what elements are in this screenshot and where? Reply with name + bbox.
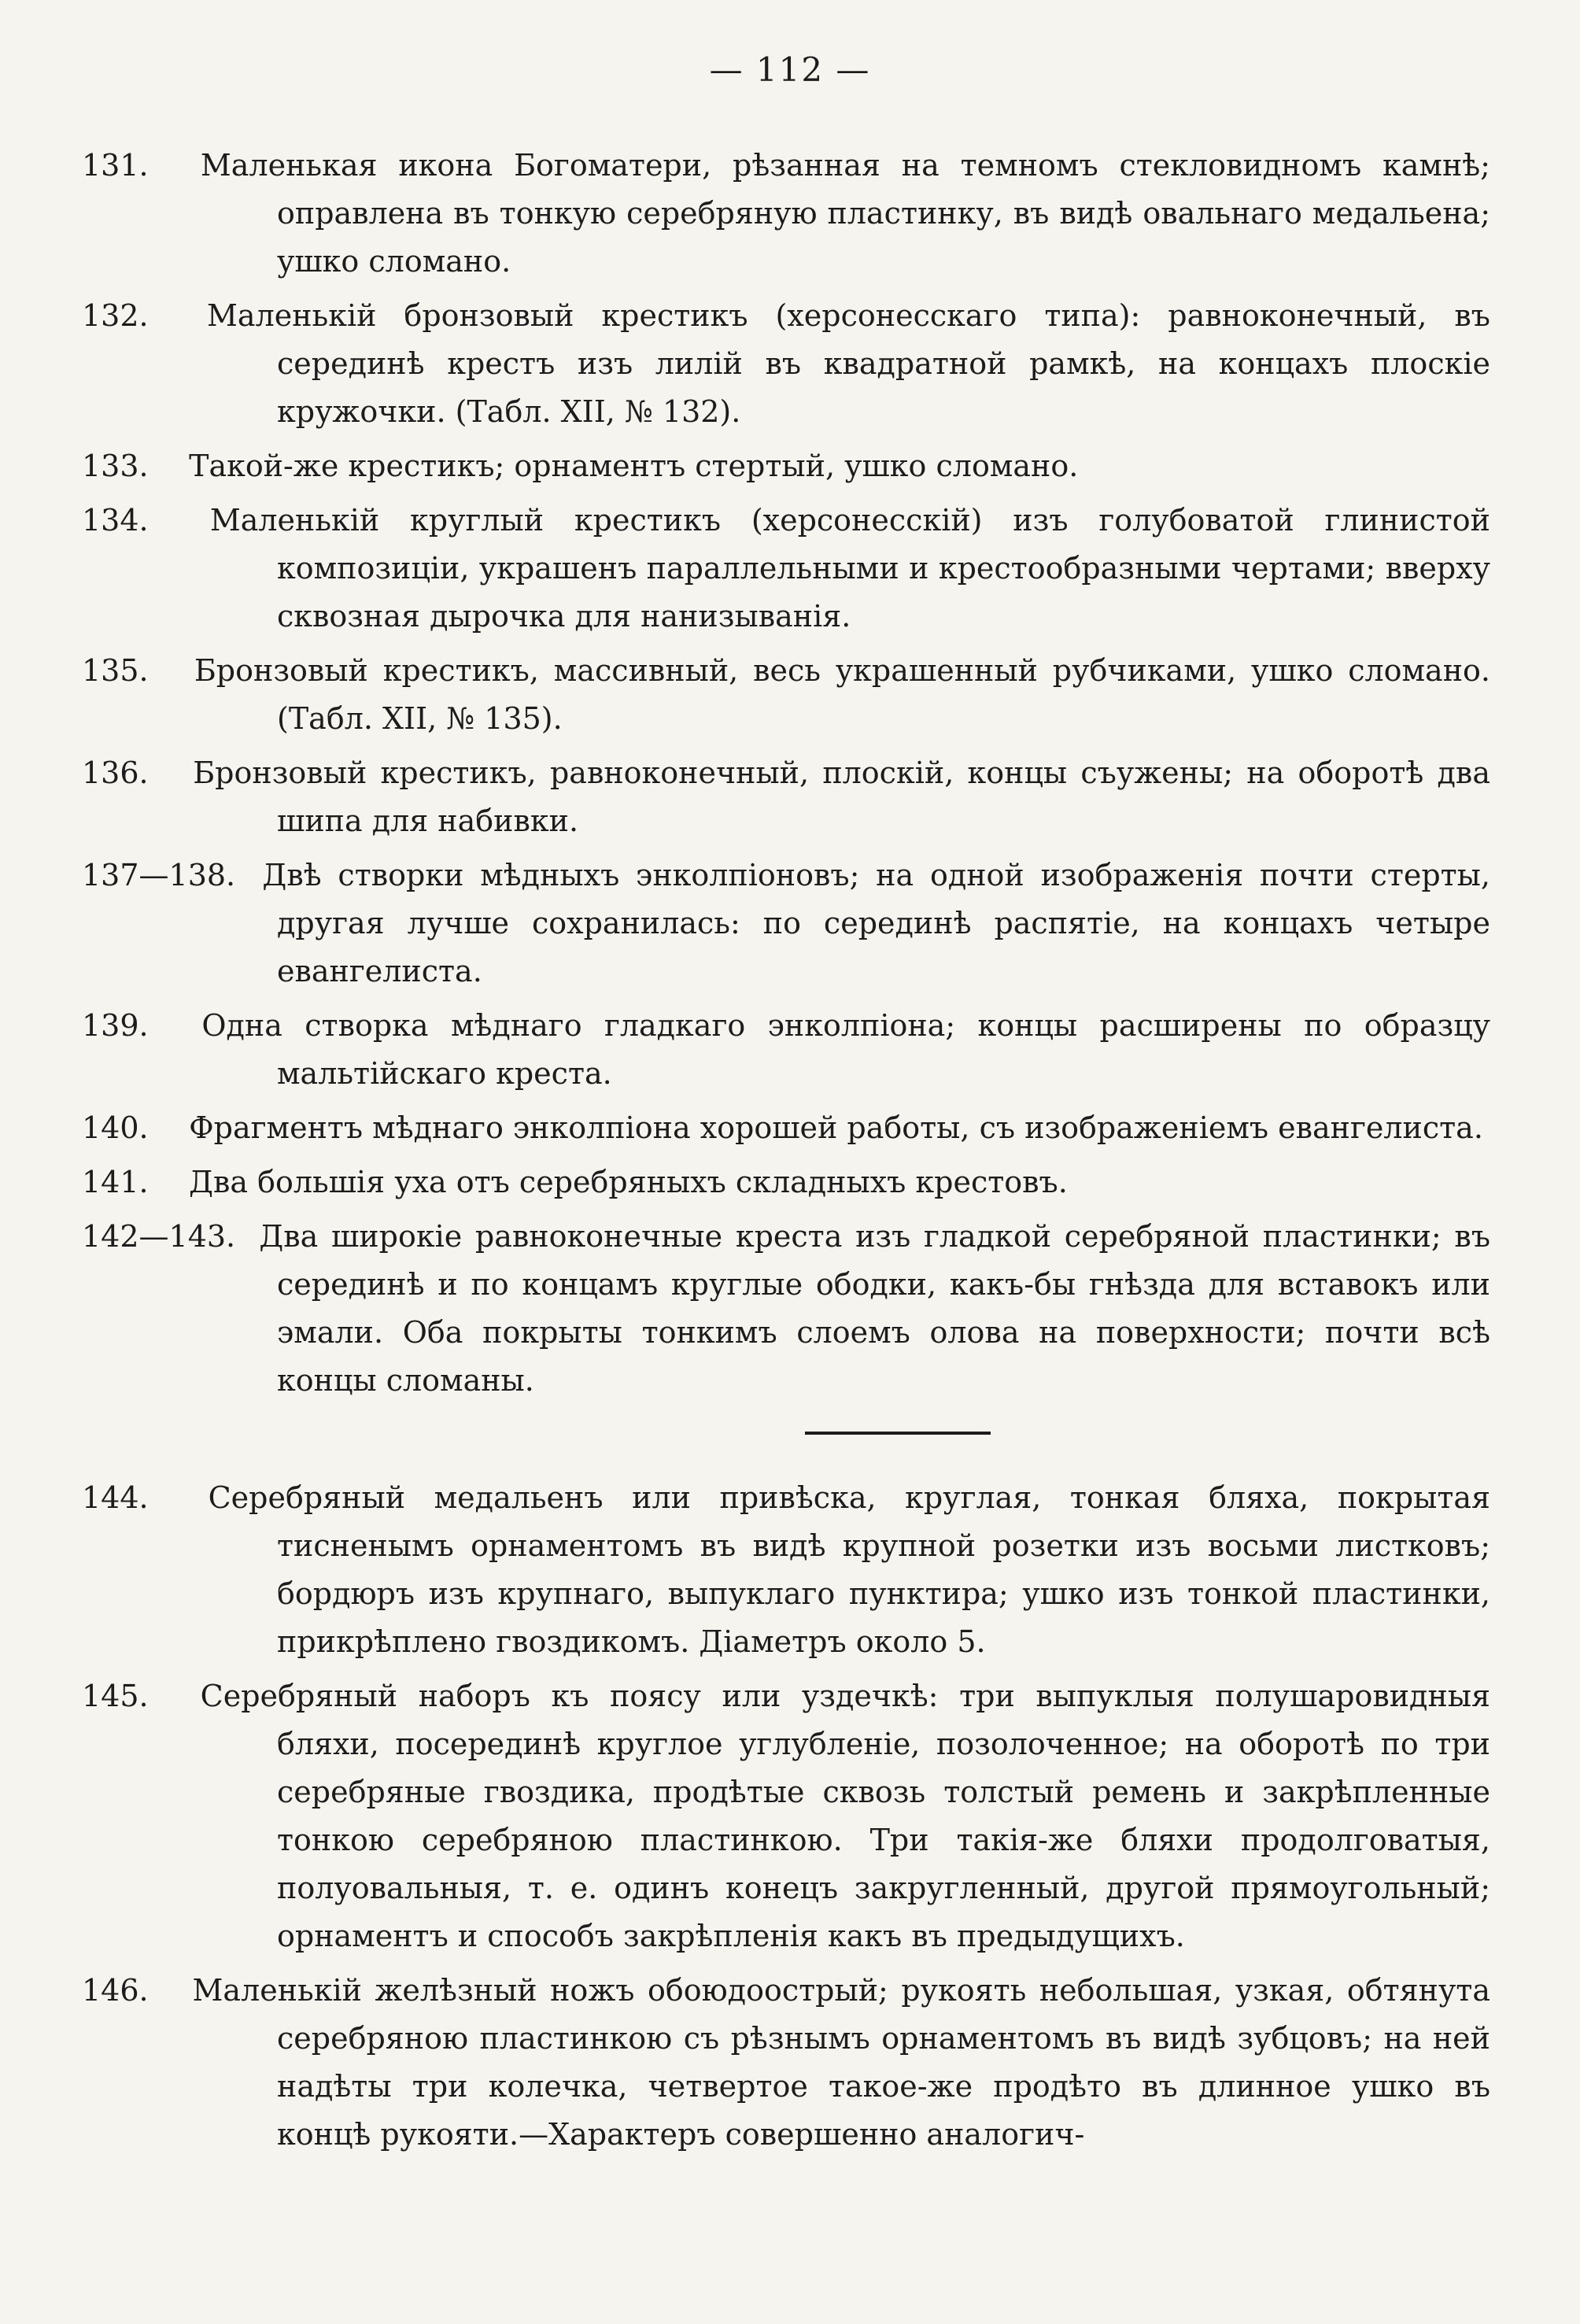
- catalog-entry: [82, 852, 1490, 996]
- catalog-entry: 146. Маленькій желѣзный ножъ обоюдоострый; рукоять небольшая, узкая, обтянута серебряною пластинкою съ рѣзнымъ орнаментомъ въ видѣ зубцовъ; на ней надѣты три колечка, четвертое такое-же продѣто въ длинное ушко въ концѣ рукояти.—Характеръ совершенно аналогич-: [82, 1973, 1490, 2152]
- catalog-entry: 134. Маленькій круглый крестикъ (херсонесскій) изъ голубоватой глинистой композиціи, украшенъ параллельными и крестообразными чертами; вверху сквозная дырочка для нанизыванія.: [82, 503, 1490, 634]
- entry-text: Маленькая икона Богоматери, рѣзанная на темномъ стекловидномъ камнѣ; оправлена въ тонкую серебряную пластинку, въ видѣ овальнаго медальена; ушко сломано.: [200, 148, 1490, 279]
- catalog-entry: 135. Бронзовый крестикъ, массивный, весь украшенный рубчиками, ушко сломано. (Табл. XII, № 135).: [82, 653, 1490, 736]
- page-number: — 112 —: [709, 50, 871, 89]
- entry-number: 142—143.: [82, 1219, 236, 1254]
- catalog-entry: 144. Серебряный медальенъ или привѣска, круглая, тонкая бляха, покрытая тисненымъ орнаментомъ въ видѣ крупной розетки изъ восьми листковъ; бордюръ изъ крупнаго, выпуклаго пунктира; ушко изъ тонкой пластинки, прикрѣплено гвоздикомъ. Діаметръ около 5.: [82, 1480, 1490, 1659]
- entries-group-2: [82, 1474, 1490, 2159]
- entry-text: Двѣ створки мѣдныхъ энколпіоновъ; на одной изображенія почти стерты, другая лучше сохранилась: по серединѣ распятіе, на концахъ четыре евангелиста.: [262, 858, 1490, 988]
- catalog-entries: [82, 142, 1490, 2165]
- catalog-entry: 131. Маленькая икона Богоматери, рѣзанная на темномъ стекловидномъ камнѣ; оправлена въ тонкую серебряную пластинку, въ видѣ овальнаго медальена; ушко сломано.: [82, 148, 1490, 279]
- entry-text: Бронзовый крестикъ, массивный, весь украшенный рубчиками, ушко сломано. (Табл. XII, № 135).: [194, 653, 1490, 736]
- catalog-entry: 132. Маленькій бронзовый крестикъ (херсонесскаго типа): равноконечный, въ серединѣ крестъ изъ лилій въ квадратной рамкѣ, на концахъ плоскіе кружочки. (Табл. XII, № 132).: [82, 298, 1490, 429]
- catalog-entry: 140. Фрагментъ мѣднаго энколпіона хорошей работы, съ изображеніемъ евангелиста.: [82, 1110, 1483, 1145]
- catalog-entry: 145. Серебряный наборъ къ поясу или уздечкѣ: три выпуклыя полушаровидныя бляхи, посерединѣ круглое углубленіе, позолоченное; на оборотѣ по три серебряные гвоздика, продѣтые сквозь толстый ремень и закрѣпленные тонкою серебряною пластинкою. Три такія-же бляхи продолговатыя, полуовальныя, т. е. одинъ конецъ закругленный, другой прямоугольный; орнаментъ и способъ закрѣпленія какъ въ предыдущихъ.: [82, 1679, 1490, 1953]
- entry-text: Маленькій желѣзный ножъ обоюдоострый; рукоять небольшая, узкая, обтянута серебряною пластинкою съ рѣзнымъ орнаментомъ въ видѣ зубцовъ; на ней надѣты три колечка, четвертое такое-же продѣто въ длинное ушко въ концѣ рукояти.—Характеръ совершенно аналогич-: [192, 1973, 1490, 2152]
- entry-text: Серебряный наборъ къ поясу или уздечкѣ: три выпуклыя полушаровидныя бляхи, посерединѣ круглое углубленіе, позолоченное; на оборотѣ по три серебряные гвоздика, продѣтые сквозь толстый ремень и закрѣпленные тонкою серебряною пластинкою. Три такія-же бляхи продолговатыя, полуовальныя, т. е. одинъ конецъ закругленный, другой прямоугольный; орнаментъ и способъ закрѣпленія какъ въ предыдущихъ.: [200, 1679, 1490, 1953]
- catalog-entry: 141. Два большія уха отъ серебряныхъ складныхъ крестовъ.: [82, 1165, 1068, 1199]
- entry-text: Фрагментъ мѣднаго энколпіона хорошей работы, съ изображеніемъ евангелиста.: [189, 1110, 1483, 1145]
- entry-text: Такой-же крестикъ; орнаментъ стертый, ушко сломано.: [189, 449, 1079, 483]
- catalog-entry: 136. Бронзовый крестикъ, равноконечный, плоскій, концы съужены; на оборотѣ два шипа для набивки.: [82, 756, 1490, 838]
- entries-group-1: [82, 142, 1490, 1405]
- entry-number: 137—138.: [82, 858, 236, 892]
- catalog-entry: [82, 1213, 1490, 1405]
- section-divider: [805, 1432, 991, 1435]
- entry-text: Одна створка мѣднаго гладкаго энколпіона; концы расширены по образцу мальтійскаго креста.: [201, 1008, 1490, 1091]
- catalog-entry: 133. Такой-же крестикъ; орнаментъ стертый, ушко сломано.: [82, 449, 1079, 483]
- entry-text: Серебряный медальенъ или привѣска, круглая, тонкая бляха, покрытая тисненымъ орнаментомъ въ видѣ крупной розетки изъ восьми листковъ; бордюръ изъ крупнаго, выпуклаго пунктира; ушко изъ тонкой пластинки, прикрѣплено гвоздикомъ. Діаметръ около 5.: [208, 1480, 1490, 1659]
- catalog-entry: 139. Одна створка мѣднаго гладкаго энколпіона; концы расширены по образцу мальтійскаго креста.: [82, 1008, 1490, 1091]
- entry-text: Два широкіе равноконечные креста изъ гладкой серебряной пластинки; въ серединѣ и по концамъ круглые ободки, какъ-бы гнѣзда для вставокъ или эмали. Оба покрыты тонкимъ слоемъ олова на поверхности; почти всѣ концы сломаны.: [259, 1219, 1490, 1398]
- entry-text: Маленькій круглый крестикъ (херсонесскій) изъ голубоватой глинистой композиціи, украшенъ параллельными и крестообразными чертами; вверху сквозная дырочка для нанизыванія.: [209, 503, 1490, 634]
- entry-text: Два большія уха отъ серебряныхъ складныхъ крестовъ.: [189, 1165, 1068, 1199]
- entry-text: Маленькій бронзовый крестикъ (херсонесскаго типа): равноконечный, въ серединѣ крестъ изъ лилій въ квадратной рамкѣ, на концахъ плоскіе кружочки. (Табл. XII, № 132).: [207, 298, 1490, 429]
- entry-text: Бронзовый крестикъ, равноконечный, плоскій, концы съужены; на оборотѣ два шипа для набивки.: [193, 756, 1490, 838]
